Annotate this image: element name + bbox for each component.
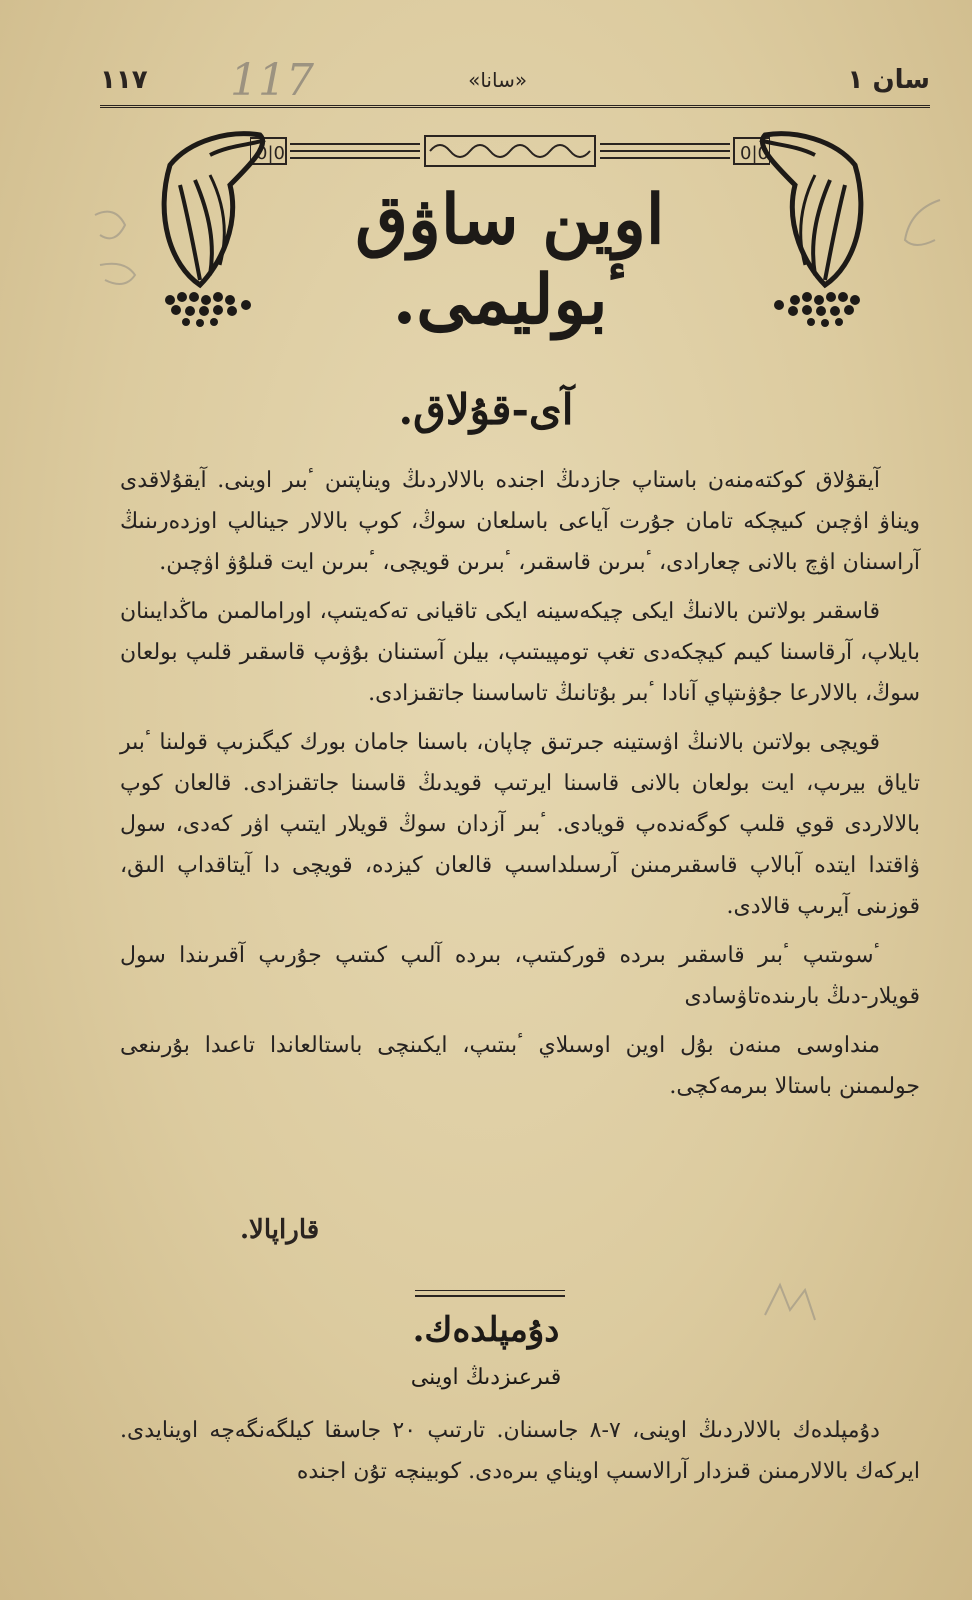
pencil-scribble-mark — [890, 190, 950, 270]
masthead-title: اوين ساۋق ٴبوليمى. — [355, 180, 665, 340]
article-title: دۇمپلدەك. — [412, 1310, 560, 1350]
article-body — [120, 1410, 920, 1500]
author-signature: قاراپالا. — [240, 1215, 320, 1245]
article-title: آى-قۇلاق. — [398, 385, 574, 434]
right-floral-ornament — [745, 125, 875, 330]
article-body — [120, 460, 920, 1115]
paragraph: منداوسى مىنەن بۇل اوين اوسىلاي ٴبىتىپ، ايكىنچى باستالعاندا تاعىدا بۇرىنعى جولىمىنن باستالا بىرمەكچى. — [120, 1033, 920, 1099]
header-band-ornament — [250, 132, 770, 170]
issue-number: سان ١ — [847, 65, 930, 95]
pencil-page-number: 117 — [230, 55, 314, 106]
paragraph: قويچى بولاتىن بالانىڭ اۋستينە جىرتىق چاپان، باسىنا جامان بورك كيگىزىپ قولىنا ٴبىر تاياق بيرىپ، ايت بولعان بالانى قاسىنا ايرتىپ قويدىڭ قاسىنا جاتقىزادى. قالعان كوپ بالالاردى قوي قلىپ كوگەندەپ قويادى. ٴبىر آزدان سوڭ قويلار ايتىپ اۋر كەدى، سول ۋاقتدا ايتدە آبالاپ قاسقىرمىنن آرسىلداسىپ قالعان كيزدە، قويچى دا آيتاقداپ الىق، قوزىنى آيرىپ قالادى. — [120, 730, 920, 919]
pencil-scribble-mark — [85, 195, 155, 315]
svg-text:0|0: 0|0 — [740, 143, 769, 164]
svg-text:0|0: 0|0 — [256, 143, 285, 164]
paragraph: دۇمپلدەك بالالاردىڭ اوينى، ٧-٨ جاسىنان. تارتىپ ٢٠ جاسقا كيلگەنگەچە اوينايدى. ايركەك بالالارمىنن قىزدار آرالاسىپ اويناي بىرەدى. كوبينچە تۇن اجندە — [120, 1418, 920, 1484]
paragraph: ٴسوىتىپ ٴبىر قاسقىر بىردە قوركىتىپ، بىردە آلىپ كىتىپ جۇرىپ آقىرىندا سول قويلار-دىڭ بارىندەتاۋسادى — [120, 943, 920, 1009]
page-number: ١١٧ — [100, 65, 148, 95]
publication-name: «سانا» — [468, 68, 528, 92]
paragraph: قاسقىر بولاتىن بالانىڭ ايكى چيكەسينە ايكى تاقيانى تەكەيتىپ، اورامالمىن ماڭدايىنان بايلاپ، آرقاسىنا كيىم كيچكەدى تغپ تومپيىتىپ، بيلن آستىنان بۇۋىپ قاسقىر قلىپ بولعان سوڭ، بالالارعا جۇۋىتپاي آنادا ٴبىر بۇتانىڭ تاساسىنا جاتقىزادى. — [120, 599, 920, 706]
article-subtitle: قىرعىزدىڭ اوينى — [410, 1365, 562, 1390]
section-divider — [415, 1290, 565, 1297]
running-head — [100, 55, 930, 108]
paragraph: آيقۇلاق كوكتەمنەن باستاپ جازدىڭ اجندە بالالاردىڭ ويناپتىن ٴبىر اوينى. آيقۇلاقدى ويناۋ اۋچىن كىيچكە تامان جۇرت آياعى باسلعان سوڭ، كوپ بالالار جينالپ اوزدەرىنىڭ آراسىنان اۋچ بالانى چعارادى، ٴبىرىن قاسقىر، ٴبىرىن قويچى، ٴبىرىن ايت قىلۇۋ اۋچىن. — [120, 468, 920, 575]
